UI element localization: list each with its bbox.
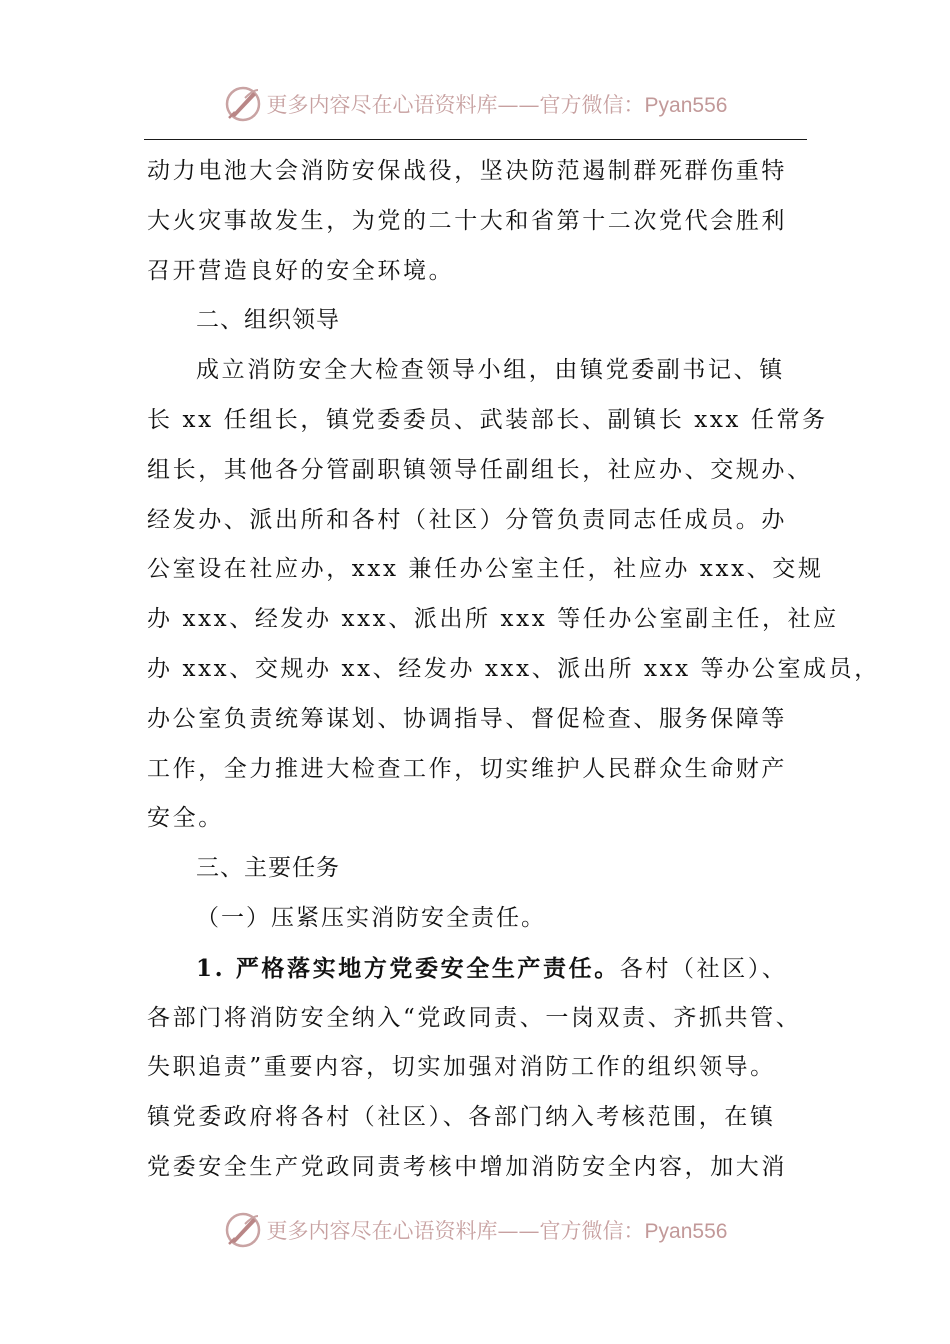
subsection-heading: （一）压紧压实消防安全责任。 [196,904,546,931]
paragraph-line: 办 xxx、经发办 xxx、派出所 xxx 等任办公室副主任，社应 [147,606,839,633]
paragraph-line: 大火灾事故发生，为党的二十大和省第十二次党代会胜利 [147,207,787,234]
paragraph-line: 镇党委政府将各村（社区）、各部门纳入考核范围，在镇 [147,1104,776,1131]
paragraph-line: 安全。 [147,805,224,832]
paragraph-line: 各部门将消防安全纳入“党政同责、一岗双责、齐抓共管、 [147,1004,802,1031]
paragraph-line: 失职追责”重要内容，切实加强对消防工作的组织领导。 [147,1054,776,1081]
item-title: 1. 严格落实地方党委安全生产责任。 [196,954,620,982]
watermark-text: 更多内容尽在心语资料库——官方微信：Pyan556 [266,1219,728,1243]
paragraph-line: 党委安全生产党政同责考核中增加消防安全内容，加大消 [147,1153,787,1180]
quill-logo-icon [223,1210,263,1250]
header-rule [144,139,807,140]
paragraph-line: 组长，其他各分管副职镇领导任副组长，社应办、交规办、 [147,456,813,483]
paragraph-line: 经发办、派出所和各村（社区）分管负责同志任成员。办 [147,506,787,533]
document-body [147,147,880,1193]
section-heading-organization: 二、组织领导 [196,307,340,334]
quill-logo-icon [223,84,263,124]
paragraph-line: 公室设在社应办，xxx 兼任办公室主任，社应办 xxx、交规 [147,556,824,583]
paragraph-line: 动力电池大会消防安保战役，坚决防范遏制群死群伤重特 [147,158,787,184]
paragraph-line: 工作，全力推进大检查工作，切实维护人民群众生命财产 [147,755,787,782]
paragraph-line: 长 xx 任组长，镇党委委员、武装部长、副镇长 xxx 任常务 [147,406,828,433]
paragraph-line: 召开营造良好的安全环境。 [147,257,455,284]
watermark-banner-top [0,82,950,126]
watermark-banner-bottom [0,1208,950,1252]
section-heading-main-tasks: 三、主要任务 [196,855,340,882]
paragraph-line: 成立消防安全大检查领导小组，由镇党委副书记、镇 [196,357,785,384]
item-line [147,944,811,994]
paragraph-line: 办 xxx、交规办 xx、经发办 xxx、派出所 xxx 等办公室成员， [147,655,880,682]
paragraph-line: 办公室负责统筹谋划、协调指导、督促检查、服务保障等 [147,705,787,732]
item-text: 各村（社区）、 [619,955,788,982]
watermark-text: 更多内容尽在心语资料库——官方微信：Pyan556 [266,93,728,117]
